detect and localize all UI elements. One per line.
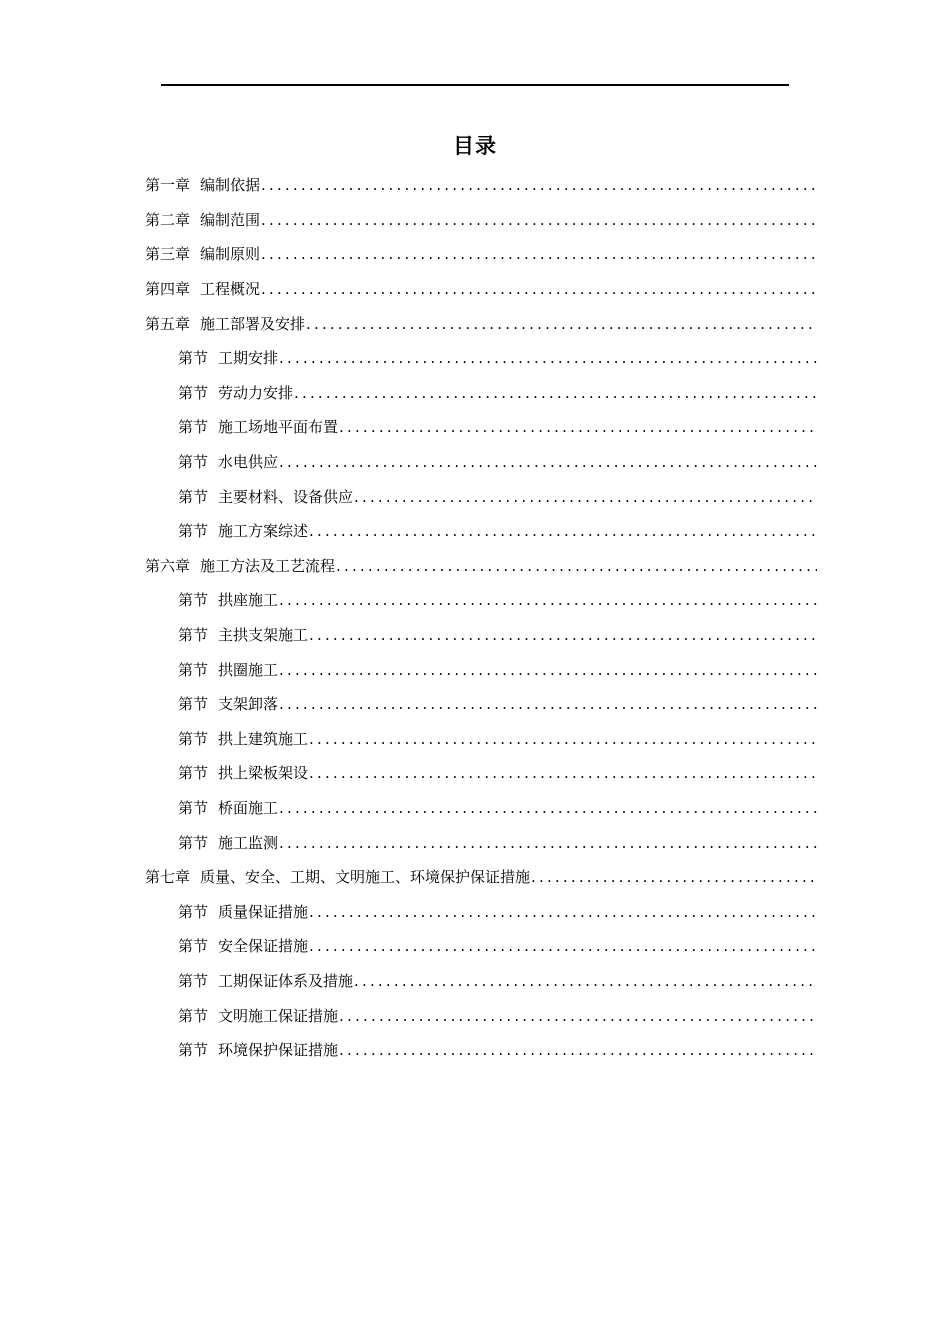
toc-entry-number: 第节 [178, 383, 209, 402]
toc-entry-text: 编制范围 [200, 210, 261, 229]
toc-entry-number: 第节 [178, 418, 209, 437]
toc-dot-leader [339, 1006, 817, 1026]
toc-entry-text: 环境保护保证措施 [218, 1041, 339, 1060]
toc-dot-leader [261, 175, 817, 195]
toc-entry-number: 第节 [178, 729, 209, 748]
toc-section-entry[interactable] [178, 583, 817, 618]
toc-entry-number: 第节 [178, 453, 209, 472]
toc-dot-leader [261, 210, 817, 230]
toc-entry-number: 第一章 [145, 176, 191, 195]
toc-dot-leader [294, 383, 817, 403]
toc-chapter-entry[interactable] [145, 272, 817, 307]
toc-section-entry[interactable] [178, 722, 817, 757]
toc-entry-text: 支架卸落 [218, 695, 279, 714]
toc-entry-text: 施工场地平面布置 [218, 418, 339, 437]
toc-entry-number: 第节 [178, 626, 209, 645]
toc-entry-number: 第节 [178, 660, 209, 679]
toc-entry-text: 桥面施工 [218, 798, 279, 817]
toc-entry-text: 施工方案综述 [218, 522, 309, 541]
toc-entry-text: 水电供应 [218, 453, 279, 472]
toc-entry-text: 施工监测 [218, 833, 279, 852]
toc-entry-text: 施工方法及工艺流程 [200, 556, 336, 575]
toc-chapter-entry[interactable] [145, 168, 817, 203]
toc-dot-leader [336, 556, 817, 576]
toc-section-entry[interactable] [178, 998, 817, 1033]
toc-entry-number: 第节 [178, 487, 209, 506]
toc-dot-leader [279, 798, 817, 818]
toc-entry-text: 工程概况 [200, 280, 261, 299]
toc-section-entry[interactable] [178, 1033, 817, 1068]
toc-dot-leader [309, 521, 817, 541]
toc-section-entry[interactable] [178, 756, 817, 791]
toc-chapter-entry[interactable] [145, 549, 817, 584]
toc-entry-text: 拱上建筑施工 [218, 729, 309, 748]
toc-entry-number: 第节 [178, 764, 209, 783]
toc-dot-leader [306, 314, 817, 334]
toc-section-entry[interactable] [178, 929, 817, 964]
toc-entry-number: 第节 [178, 798, 209, 817]
toc-dot-leader [339, 1040, 817, 1060]
toc-entry-text: 拱座施工 [218, 591, 279, 610]
toc-entry-number: 第五章 [145, 314, 191, 333]
toc-section-entry[interactable] [178, 825, 817, 860]
toc-section-entry[interactable] [178, 341, 817, 376]
toc-section-entry[interactable] [178, 894, 817, 929]
toc-entry-text: 施工部署及安排 [200, 314, 306, 333]
toc-entry-number: 第节 [178, 522, 209, 541]
toc-entry-number: 第节 [178, 695, 209, 714]
page-title: 目录 [453, 134, 497, 158]
toc-chapter-entry[interactable] [145, 860, 817, 895]
toc-section-entry[interactable] [178, 652, 817, 687]
toc-dot-leader [309, 936, 817, 956]
toc-entry-text: 工期安排 [218, 349, 279, 368]
toc-dot-leader [354, 971, 817, 991]
toc-section-entry[interactable] [178, 410, 817, 445]
toc-entry-number: 第节 [178, 1006, 209, 1025]
toc-entry-number: 第节 [178, 971, 209, 990]
toc-section-entry[interactable] [178, 479, 817, 514]
toc-entry-number: 第节 [178, 937, 209, 956]
table-of-contents [0, 168, 950, 1067]
toc-entry-text: 拱上梁板架设 [218, 764, 309, 783]
toc-entry-number: 第七章 [145, 868, 191, 887]
toc-section-entry[interactable] [178, 791, 817, 826]
toc-dot-leader [354, 487, 817, 507]
toc-dot-leader [279, 348, 817, 368]
toc-chapter-entry[interactable] [145, 237, 817, 272]
toc-section-entry[interactable] [178, 514, 817, 549]
toc-dot-leader [309, 902, 817, 922]
toc-entry-number: 第三章 [145, 245, 191, 264]
toc-section-entry[interactable] [178, 376, 817, 411]
toc-entry-text: 主拱支架施工 [218, 626, 309, 645]
toc-section-entry[interactable] [178, 445, 817, 480]
toc-entry-number: 第节 [178, 902, 209, 921]
toc-entry-text: 质量保证措施 [218, 902, 309, 921]
toc-section-entry[interactable] [178, 964, 817, 999]
toc-entry-text: 编制原则 [200, 245, 261, 264]
toc-entry-text: 主要材料、设备供应 [218, 487, 354, 506]
toc-dot-leader [531, 867, 817, 887]
toc-dot-leader [261, 244, 817, 264]
toc-dot-leader [309, 763, 817, 783]
toc-dot-leader [279, 452, 817, 472]
toc-section-entry[interactable] [178, 687, 817, 722]
toc-dot-leader [309, 625, 817, 645]
toc-entry-text: 安全保证措施 [218, 937, 309, 956]
toc-chapter-entry[interactable] [145, 306, 817, 341]
toc-entry-text: 工期保证体系及措施 [218, 971, 354, 990]
toc-chapter-entry[interactable] [145, 203, 817, 238]
toc-entry-text: 文明施工保证措施 [218, 1006, 339, 1025]
toc-entry-number: 第节 [178, 833, 209, 852]
toc-entry-number: 第四章 [145, 280, 191, 299]
toc-entry-text: 质量、安全、工期、文明施工、环境保护保证措施 [200, 868, 531, 887]
toc-dot-leader [279, 833, 817, 853]
toc-dot-leader [279, 660, 817, 680]
toc-dot-leader [339, 417, 817, 437]
toc-entry-number: 第二章 [145, 210, 191, 229]
toc-dot-leader [309, 729, 817, 749]
toc-entry-text: 拱圈施工 [218, 660, 279, 679]
toc-dot-leader [279, 590, 817, 610]
toc-entry-number: 第节 [178, 349, 209, 368]
header-rule [161, 84, 789, 86]
toc-section-entry[interactable] [178, 618, 817, 653]
toc-entry-number: 第节 [178, 591, 209, 610]
toc-entry-text: 编制依据 [200, 176, 261, 195]
toc-entry-number: 第六章 [145, 556, 191, 575]
toc-entry-text: 劳动力安排 [218, 383, 294, 402]
toc-dot-leader [261, 279, 817, 299]
toc-dot-leader [279, 694, 817, 714]
toc-entry-number: 第节 [178, 1041, 209, 1060]
